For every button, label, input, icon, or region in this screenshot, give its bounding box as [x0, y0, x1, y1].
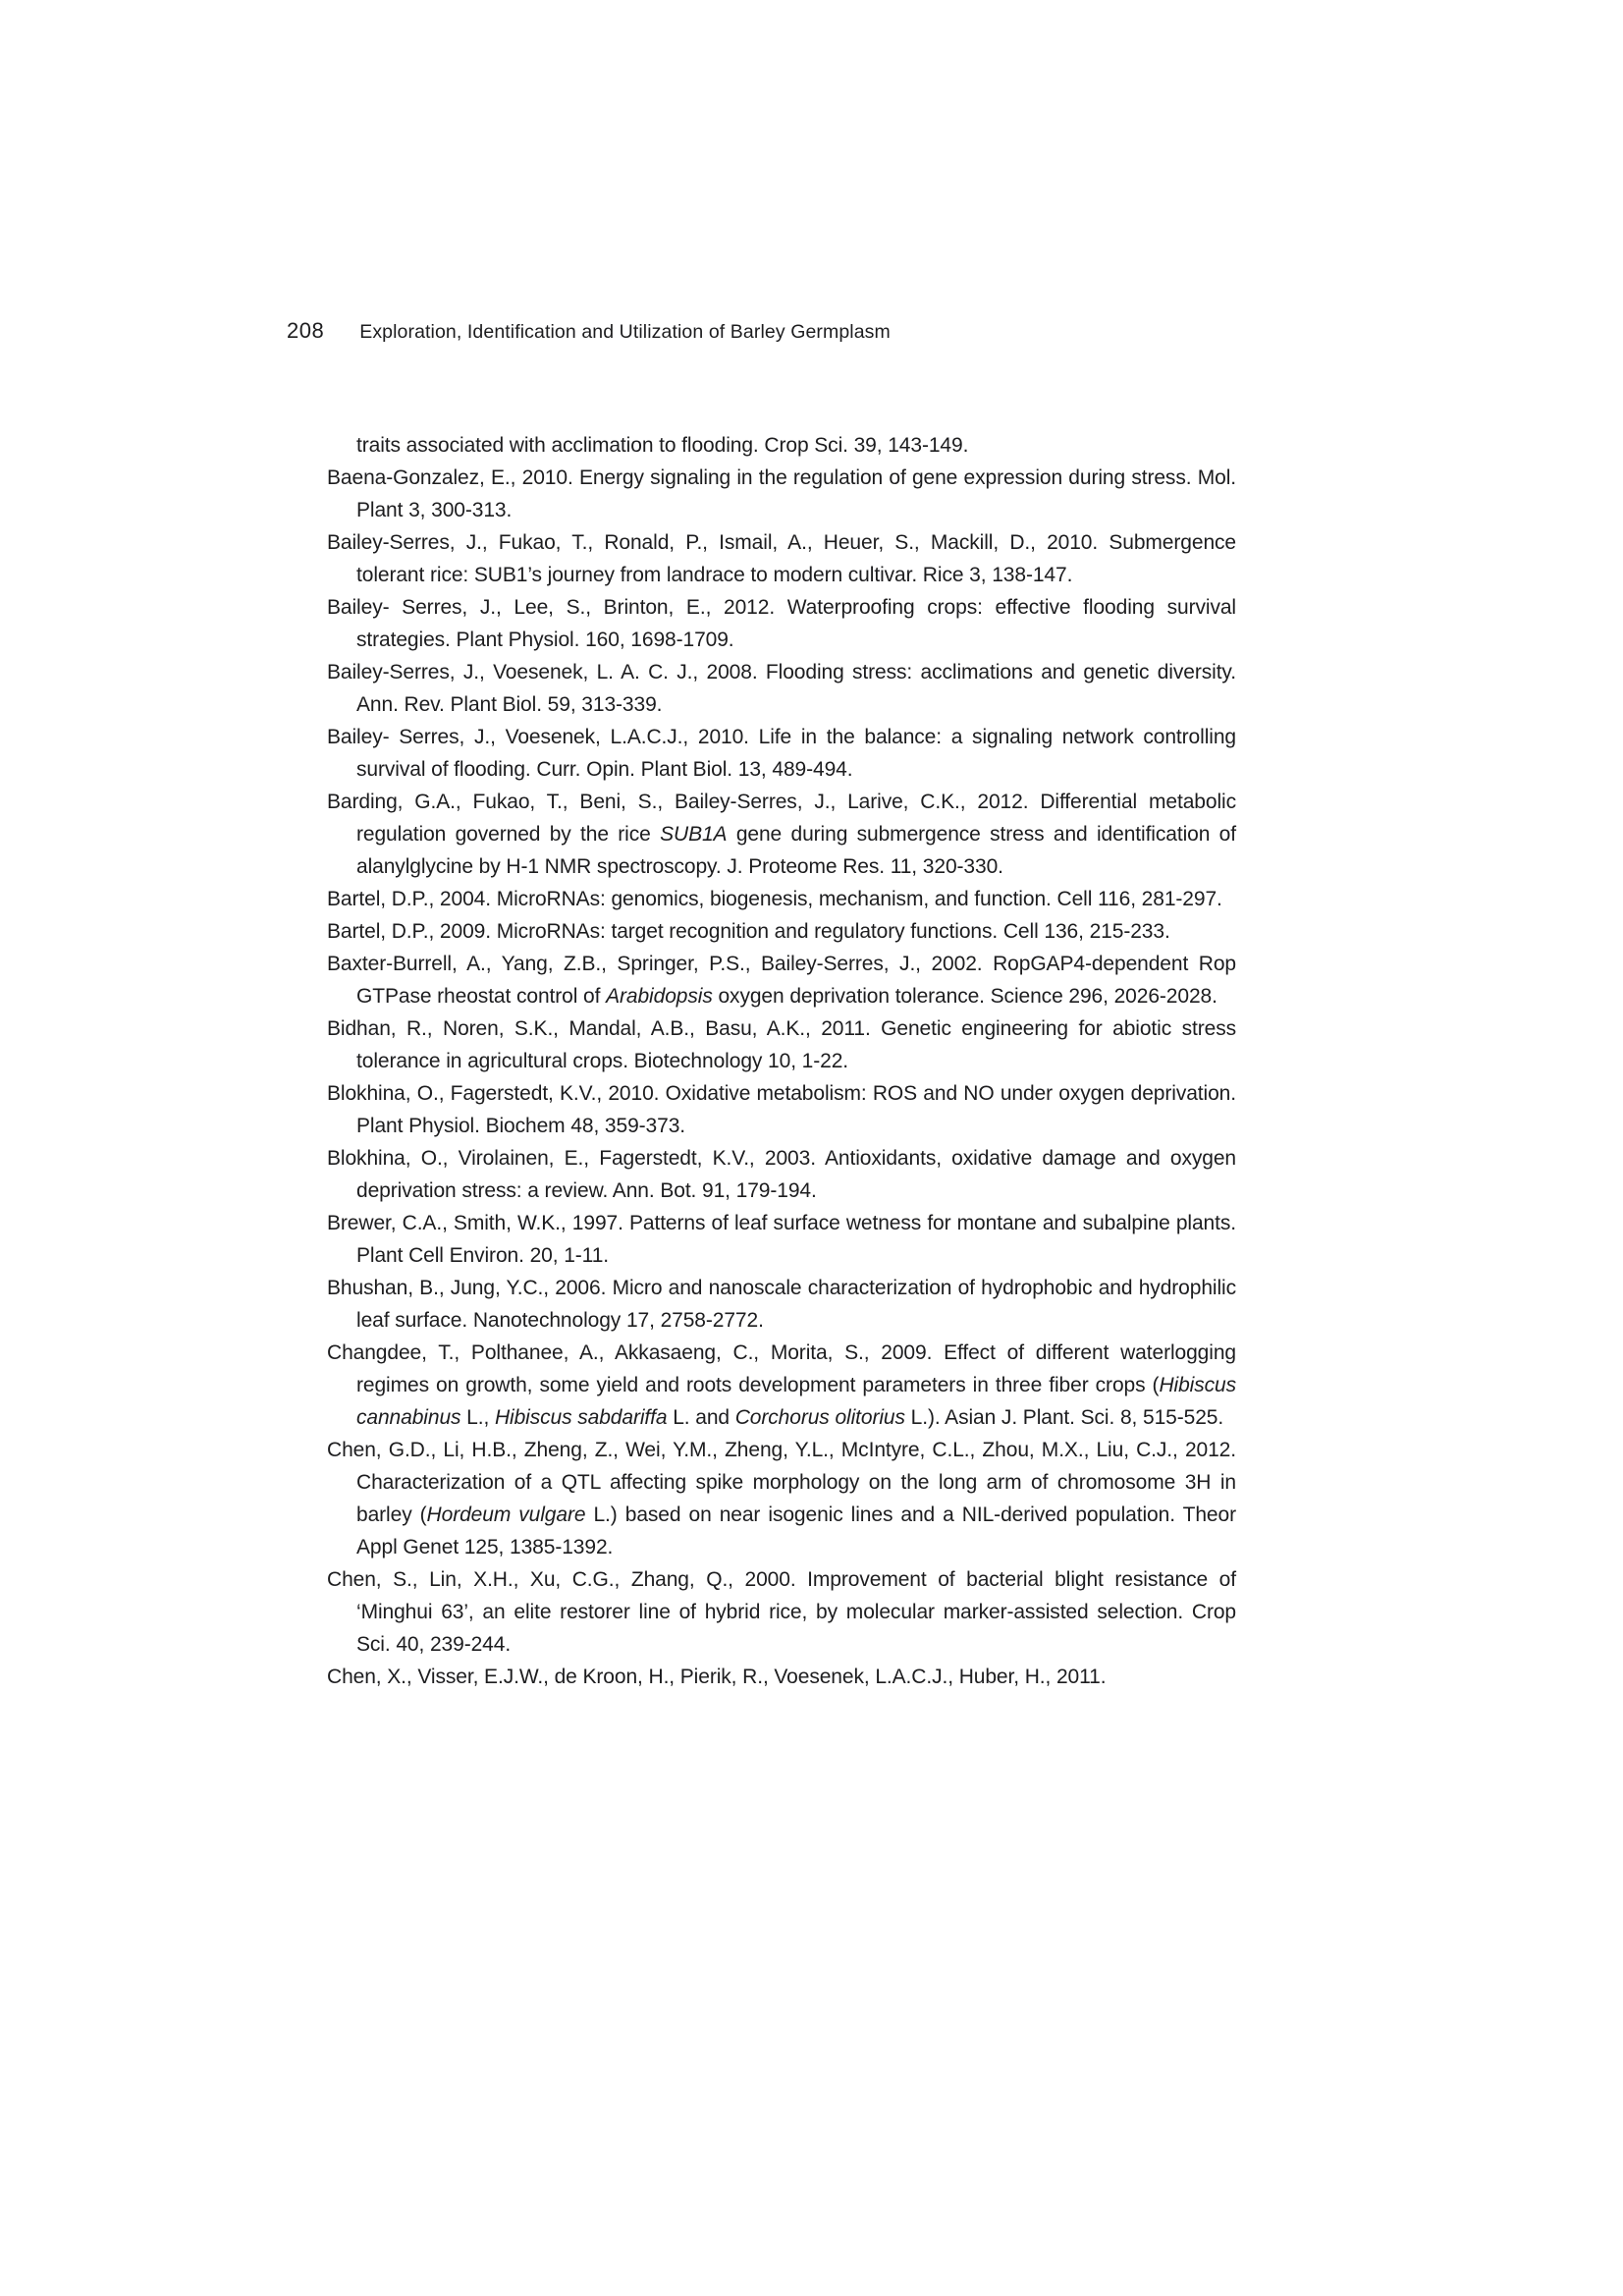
- reference-text: Bailey- Serres, J., Lee, S., Brinton, E., 2012. Waterproofing crops: effective flooding survival strategies. Plant Physiol. 160, 1698-1709.: [327, 596, 1236, 651]
- reference-species-name: Hibiscus sabdariffa: [494, 1406, 668, 1429]
- reference-text: Brewer, C.A., Smith, W.K., 1997. Patterns of leaf surface wetness for montane and subalpine plants. Plant Cell Environ. 20, 1-11.: [327, 1212, 1236, 1267]
- reference-species-name: Arabidopsis: [606, 985, 713, 1008]
- reference-species-name: SUB1A: [660, 823, 728, 846]
- reference-text: Blokhina, O., Virolainen, E., Fagerstedt, K.V., 2003. Antioxidants, oxidative damage and oxygen deprivation stress: a review. Ann. Bot. 91, 179-194.: [327, 1147, 1236, 1202]
- reference-text: Blokhina, O., Fagerstedt, K.V., 2010. Oxidative metabolism: ROS and NO under oxygen deprivation. Plant Physiol. Biochem 48, 359-373.: [327, 1082, 1236, 1137]
- reference-text: L.). Asian J. Plant. Sci. 8, 515-525.: [904, 1406, 1224, 1429]
- reference-text: L.) based on near isogenic lines and a NIL-derived population. Theor Appl Genet 125, 1385-1392.: [356, 1503, 1236, 1558]
- reference-item: [327, 786, 1236, 883]
- reference-item: [327, 1337, 1236, 1434]
- reference-item: [327, 656, 1236, 721]
- reference-text: Bailey-Serres, J., Voesenek, L. A. C. J., 2008. Flooding stress: acclimations and genetic diversity. Ann. Rev. Plant Biol. 59, 313-339.: [327, 661, 1236, 716]
- reference-list: [327, 429, 1236, 1693]
- reference-item: [327, 1272, 1236, 1337]
- reference-item: [327, 1563, 1236, 1661]
- reference-text: Bartel, D.P., 2004. MicroRNAs: genomics, biogenesis, mechanism, and function. Cell 116, 281-297.: [327, 888, 1222, 910]
- reference-species-name: Hordeum vulgare: [426, 1503, 586, 1526]
- reference-item: [327, 721, 1236, 786]
- page-header: [287, 318, 891, 344]
- reference-item: [327, 948, 1236, 1012]
- reference-text: Barding, G.A., Fukao, T., Beni, S., Bailey-Serres, J., Larive, C.K., 2012. Differential metabolic regulation governed by the rice: [327, 791, 1236, 846]
- reference-item: [327, 1661, 1236, 1693]
- reference-item: [327, 883, 1236, 915]
- reference-text: Chen, S., Lin, X.H., Xu, C.G., Zhang, Q., 2000. Improvement of bacterial blight resistance of ‘Minghui 63’, an elite restorer line of hybrid rice, by molecular marker-assisted selection. Crop Sci. 40, 239-244.: [327, 1568, 1236, 1656]
- reference-text: traits associated with acclimation to flooding. Crop Sci. 39, 143-149.: [356, 434, 969, 457]
- page-number: 208: [287, 318, 325, 343]
- reference-text: Bartel, D.P., 2009. MicroRNAs: target recognition and regulatory functions. Cell 136, 215-233.: [327, 920, 1170, 943]
- reference-text: Baxter-Burrell, A., Yang, Z.B., Springer, P.S., Bailey-Serres, J., 2002. RopGAP4-dependent Rop GTPase rheostat control of: [327, 953, 1236, 1008]
- reference-text: Chen, X., Visser, E.J.W., de Kroon, H., Pierik, R., Voesenek, L.A.C.J., Huber, H., 2011.: [327, 1666, 1107, 1688]
- reference-text: Changdee, T., Polthanee, A., Akkasaeng, C., Morita, S., 2009. Effect of different waterlogging regimes on growth, some yield and roots development parameters in three fiber crops (: [327, 1341, 1236, 1396]
- reference-item: [327, 1434, 1236, 1563]
- reference-item: [327, 1207, 1236, 1272]
- reference-text: Baena-Gonzalez, E., 2010. Energy signaling in the regulation of gene expression during stress. Mol. Plant 3, 300-313.: [327, 466, 1236, 521]
- reference-species-name: Corchorus olitorius: [734, 1406, 905, 1429]
- reference-text: Bailey- Serres, J., Voesenek, L.A.C.J., 2010. Life in the balance: a signaling network controlling survival of flooding. Curr. Opin. Plant Biol. 13, 489-494.: [327, 726, 1236, 781]
- reference-text: Chen, G.D., Li, H.B., Zheng, Z., Wei, Y.M., Zheng, Y.L., McIntyre, C.L., Zhou, M.X., Liu, C.J., 2012. Characterization of a QTL affecting spike morphology on the long arm of chromosome 3H in barley (: [327, 1439, 1236, 1526]
- reference-species-name: Hibiscus cannabinus: [356, 1374, 1236, 1429]
- reference-text: L. and: [667, 1406, 735, 1429]
- reference-continuation: [327, 429, 1236, 462]
- reference-item: [327, 1012, 1236, 1077]
- reference-text: L.,: [460, 1406, 495, 1429]
- reference-item: [327, 591, 1236, 656]
- reference-item: [327, 915, 1236, 948]
- reference-text: gene during submergence stress and identification of alanylglycine by H-1 NMR spectroscopy. J. Proteome Res. 11, 320-330.: [356, 823, 1236, 878]
- reference-item: [327, 1142, 1236, 1207]
- reference-text: oxygen deprivation tolerance. Science 296, 2026-2028.: [712, 985, 1217, 1008]
- reference-text: Bailey-Serres, J., Fukao, T., Ronald, P., Ismail, A., Heuer, S., Mackill, D., 2010. Submergence tolerant rice: SUB1’s journey from landrace to modern cultivar. Rice 3, 138-147.: [327, 531, 1236, 586]
- reference-text: Bidhan, R., Noren, S.K., Mandal, A.B., Basu, A.K., 2011. Genetic engineering for abiotic stress tolerance in agricultural crops. Biotechnology 10, 1-22.: [327, 1017, 1236, 1072]
- reference-item: [327, 462, 1236, 526]
- reference-item: [327, 526, 1236, 591]
- reference-text: Bhushan, B., Jung, Y.C., 2006. Micro and nanoscale characterization of hydrophobic and hydrophilic leaf surface. Nanotechnology 17, 2758-2772.: [327, 1277, 1236, 1332]
- running-head-title: Exploration, Identification and Utilization of Barley Germplasm: [359, 321, 891, 343]
- reference-item: [327, 1077, 1236, 1142]
